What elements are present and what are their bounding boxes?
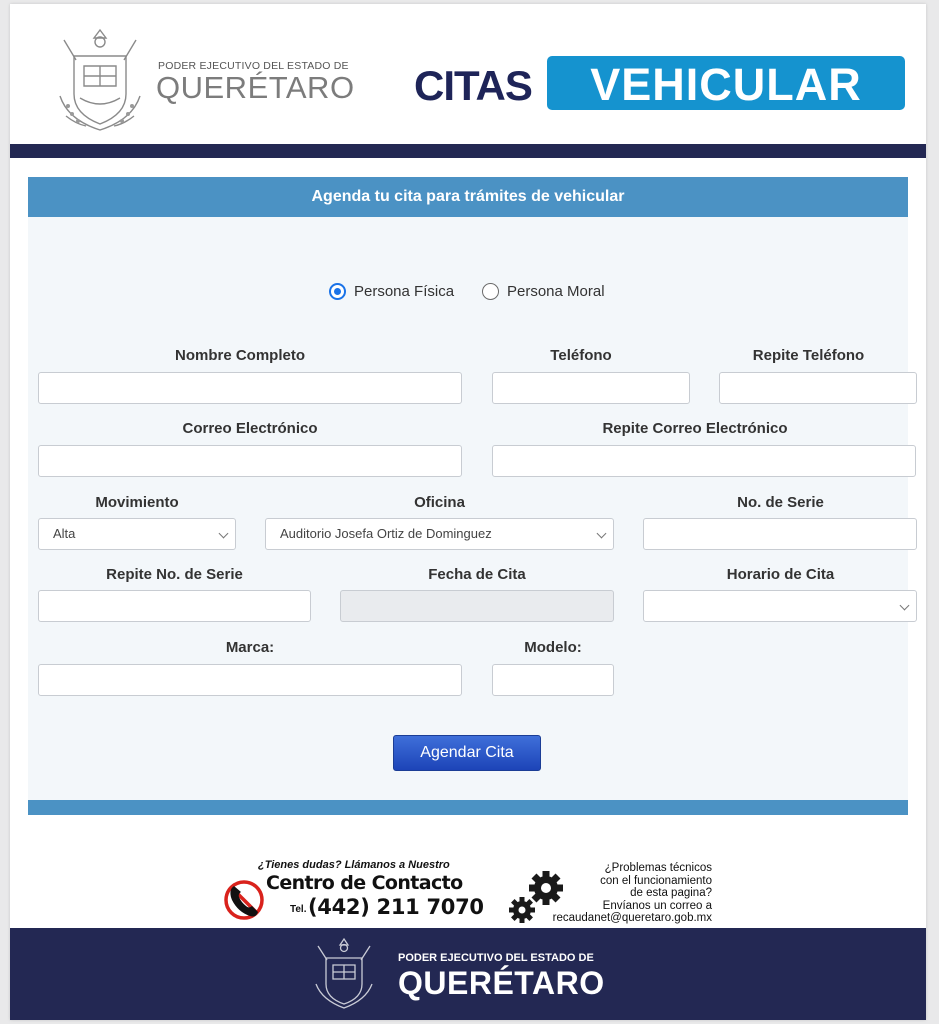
serie-input[interactable] bbox=[643, 518, 917, 550]
footer bbox=[10, 928, 926, 1020]
phone-icon bbox=[222, 876, 266, 922]
label-serie: No. de Serie bbox=[737, 494, 824, 511]
telefono-input[interactable] bbox=[492, 372, 690, 404]
contact-tel-label: Tel. bbox=[290, 904, 307, 915]
contact-question: ¿Tienes dudas? Llámanos a Nuestro bbox=[258, 859, 450, 871]
form-title: Agenda tu cita para trámites de vehicular bbox=[28, 177, 908, 217]
person-type-group bbox=[28, 283, 908, 303]
support-email-link[interactable]: recaudanet@queretaro.gob.mx bbox=[552, 912, 712, 924]
nombre-input[interactable] bbox=[38, 372, 462, 404]
repite-telefono-input[interactable] bbox=[719, 372, 917, 404]
gov-header-big: QUERÉTARO bbox=[156, 70, 355, 105]
contact-center bbox=[222, 854, 484, 929]
panel-bottom-bar bbox=[28, 800, 908, 815]
tech-line-3: de esta pagina? bbox=[630, 887, 712, 899]
radio-label: Persona Física bbox=[354, 283, 455, 300]
gov-footer-small: PODER EJECUTIVO DEL ESTADO DE bbox=[398, 952, 594, 964]
header-bar bbox=[10, 144, 926, 158]
appointment-form bbox=[28, 177, 908, 815]
radio-label: Persona Moral bbox=[507, 283, 605, 300]
tech-support bbox=[506, 860, 716, 930]
state-coat-of-arms-icon bbox=[312, 936, 376, 1012]
page bbox=[10, 4, 926, 1020]
radio-unchecked-icon bbox=[482, 283, 499, 300]
label-correo: Correo Electrónico bbox=[182, 420, 318, 437]
fecha-input[interactable] bbox=[340, 590, 614, 622]
vehicular-title: VEHICULAR bbox=[590, 59, 862, 110]
tech-line-4: Envíanos un correo a bbox=[602, 899, 712, 912]
agendar-cita-button[interactable]: Agendar Cita bbox=[393, 735, 541, 771]
state-coat-of-arms-icon bbox=[54, 26, 146, 136]
correo-input[interactable] bbox=[38, 445, 462, 477]
gov-footer-big: QUERÉTARO bbox=[398, 965, 605, 1001]
label-telefono: Teléfono bbox=[550, 347, 612, 364]
radio-checked-icon bbox=[329, 283, 346, 300]
repite-serie-input[interactable] bbox=[38, 590, 311, 622]
oficina-value: Auditorio Josefa Ortiz de Dominguez bbox=[280, 526, 492, 541]
contact-title: Centro de Contacto bbox=[266, 872, 463, 894]
citas-title: CITAS bbox=[414, 62, 532, 109]
repite-correo-input[interactable] bbox=[492, 445, 916, 477]
label-marca: Marca: bbox=[225, 639, 275, 656]
modelo-input[interactable] bbox=[492, 664, 614, 696]
radio-persona-fisica[interactable] bbox=[329, 283, 454, 300]
marca-input[interactable] bbox=[38, 664, 462, 696]
vehicular-banner bbox=[547, 56, 905, 110]
radio-persona-moral[interactable] bbox=[482, 283, 605, 300]
oficina-select[interactable] bbox=[265, 518, 614, 550]
label-fecha: Fecha de Cita bbox=[428, 566, 526, 583]
label-repite-correo: Repite Correo Electrónico bbox=[602, 420, 788, 437]
movimiento-select[interactable] bbox=[38, 518, 236, 550]
tech-support-text bbox=[553, 862, 712, 925]
header bbox=[10, 4, 926, 144]
label-movimiento: Movimiento bbox=[95, 494, 179, 511]
horario-select[interactable] bbox=[643, 590, 917, 622]
chevron-down-icon bbox=[900, 601, 910, 611]
contact-phone: (442) 211 7070 bbox=[308, 895, 484, 919]
gov-header-small: PODER EJECUTIVO DEL ESTADO DE bbox=[158, 60, 349, 72]
tech-line-1: ¿Problemas técnicos bbox=[604, 862, 712, 874]
label-repite-serie: Repite No. de Serie bbox=[106, 566, 243, 583]
label-nombre: Nombre Completo bbox=[174, 347, 305, 364]
label-repite-telefono: Repite Teléfono bbox=[752, 347, 865, 364]
movimiento-value: Alta bbox=[53, 526, 76, 541]
label-horario: Horario de Cita bbox=[726, 566, 835, 583]
tech-line-2: con el funcionamiento bbox=[600, 874, 712, 887]
label-modelo: Modelo: bbox=[524, 639, 582, 656]
label-oficina: Oficina bbox=[414, 494, 465, 511]
